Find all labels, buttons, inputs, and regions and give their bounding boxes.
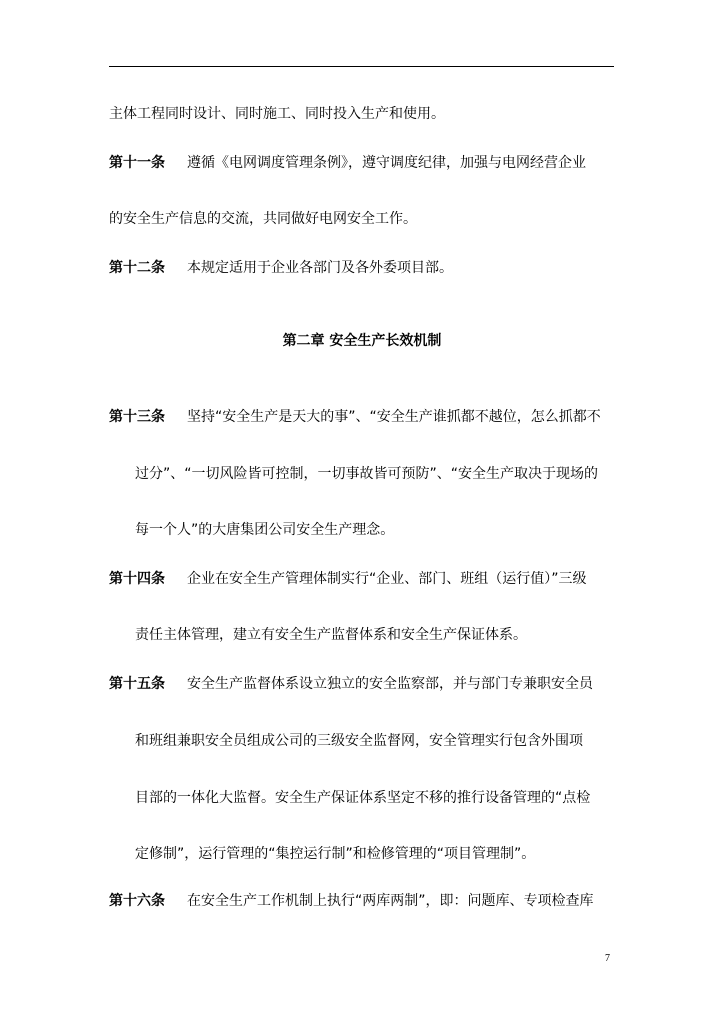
line-text: 本规定适用于企业各部门及各外委项目部。 [187, 260, 453, 276]
chapter-title: 第二章 安全生产长效机制 [282, 333, 442, 349]
text-line [135, 520, 394, 540]
article-label: 第十二条 [109, 260, 165, 276]
article-11 [109, 153, 586, 173]
article-label: 第十五条 [109, 676, 165, 692]
text-line [135, 788, 590, 808]
text-line [135, 731, 583, 751]
article-12 [109, 258, 453, 278]
text-line [109, 209, 417, 229]
text-line [109, 104, 445, 124]
article-label: 第十一条 [109, 155, 165, 171]
article-16 [109, 891, 594, 911]
text-line [135, 625, 527, 645]
article-15 [109, 674, 593, 694]
line-text: 的安全生产信息的交流，共同做好电网安全工作。 [109, 211, 417, 227]
text-line [135, 464, 598, 484]
article-label: 第十六条 [109, 893, 165, 909]
line-text: 企业在安全生产管理体制实行“企业、部门、班组（运行值）”三级 [187, 571, 587, 587]
line-text: 目部的一体化大监督。安全生产保证体系坚定不移的推行设备管理的“点检 [135, 790, 591, 806]
line-text: 安全生产监督体系设立独立的安全监察部，并与部门专兼职安全员 [187, 676, 593, 692]
article-label: 第十三条 [109, 409, 165, 425]
line-text: 过分”、“一切风险皆可控制，一切事故皆可预防”、“安全生产取决于现场的 [135, 466, 599, 482]
line-text: 每一个人”的大唐集团公司安全生产理念。 [135, 522, 395, 538]
article-13 [109, 407, 601, 427]
header-rule [109, 66, 614, 67]
article-label: 第十四条 [109, 571, 165, 587]
line-text: 在安全生产工作机制上执行“两库两制”，即：问题库、专项检查库 [187, 893, 594, 909]
line-text: 主体工程同时设计、同时施工、同时投入生产和使用。 [109, 106, 445, 122]
line-text: 遵循《电网调度管理条例》，遵守调度纪律，加强与电网经营企业 [187, 155, 586, 171]
text-line [135, 844, 535, 864]
line-text: 责任主体管理，建立有安全生产监督体系和安全生产保证体系。 [135, 627, 527, 643]
line-text: 坚持“安全生产是天大的事”、“安全生产谁抓都不越位，怎么抓都不 [187, 409, 601, 425]
line-text: 定修制”，运行管理的“集控运行制”和检修管理的“项目管理制”。 [135, 846, 536, 862]
page-number: 7 [605, 953, 610, 964]
line-text: 和班组兼职安全员组成公司的三级安全监督网，安全管理实行包含外围项 [135, 733, 583, 749]
article-14 [109, 569, 587, 589]
